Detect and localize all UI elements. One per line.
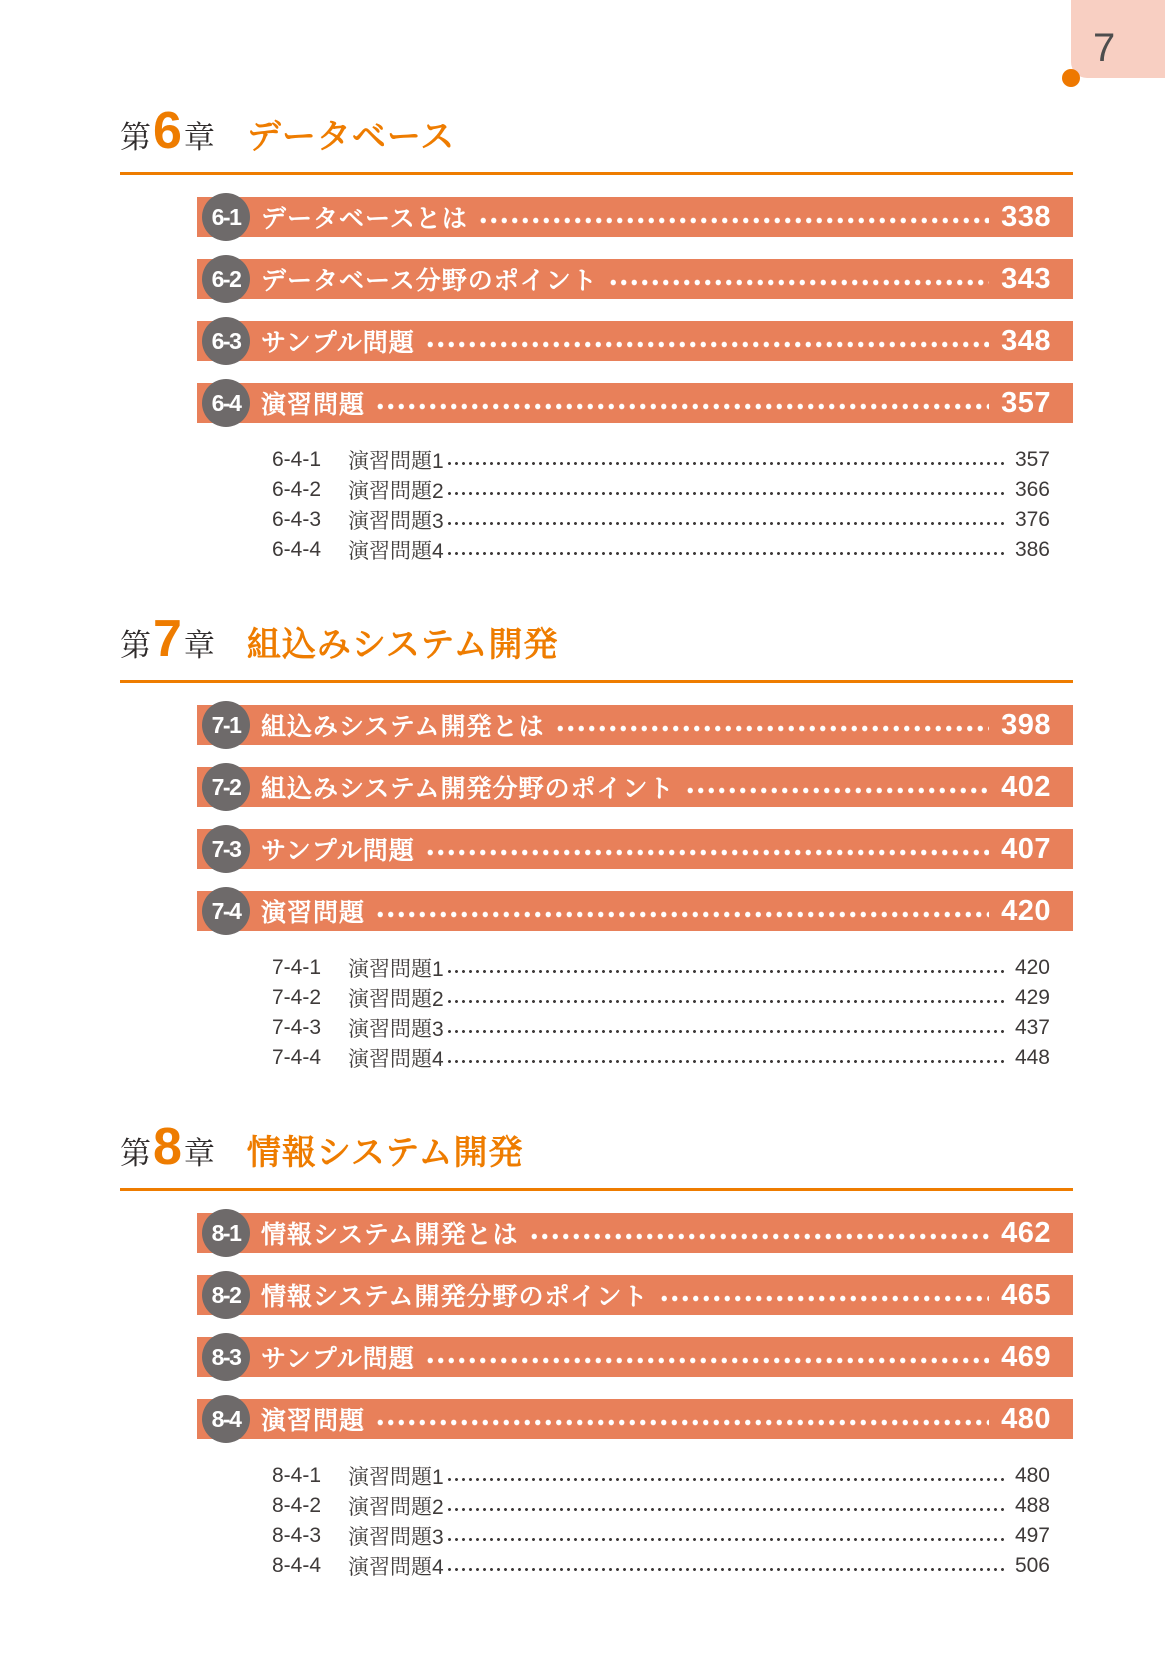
subsection-number: 6-4-4 — [272, 538, 322, 561]
subsection-page-number: 366 — [1014, 478, 1050, 501]
section-page-number: 407 — [1001, 832, 1051, 865]
toc-subsection-entry — [272, 1013, 1050, 1043]
toc-section-entry — [197, 891, 1073, 931]
subsection-number: 8-4-4 — [272, 1554, 322, 1577]
subsection-page-number: 497 — [1014, 1524, 1050, 1547]
section-number-badge: 7-4 — [202, 887, 250, 935]
dotted-leader — [425, 829, 989, 869]
dotted-leader — [446, 953, 1008, 983]
subsection-number: 7-4-1 — [272, 956, 322, 979]
subsection-title: 演習問題1 — [348, 958, 444, 981]
toc-section-entry — [197, 1399, 1073, 1439]
toc-section-entry — [197, 705, 1073, 745]
chapter-title: データベース — [246, 118, 456, 156]
section-title: サンプル問題 — [261, 837, 415, 865]
subsection-number: 8-4-2 — [272, 1494, 322, 1517]
section-number-badge: 7-1 — [202, 701, 250, 749]
toc-section-entry — [197, 383, 1073, 423]
chapter-sections — [197, 1213, 1073, 1439]
section-number-badge: 6-3 — [202, 317, 250, 365]
subsection-page-number: 429 — [1014, 986, 1050, 1009]
toc-subsection-entry — [272, 1551, 1050, 1581]
subsection-title: 演習問題3 — [348, 510, 444, 533]
section-number-badge: 8-4 — [202, 1395, 250, 1443]
toc-subsection-entry — [272, 953, 1050, 983]
section-page-number: 338 — [1001, 200, 1051, 233]
subsection-page-number: 420 — [1014, 956, 1050, 979]
chapter-prefix: 第 — [120, 628, 151, 663]
section-page-number: 469 — [1001, 1340, 1051, 1373]
dotted-leader — [685, 767, 990, 807]
dotted-leader — [446, 1013, 1008, 1043]
dotted-leader — [446, 535, 1008, 565]
subsection-number: 6-4-1 — [272, 448, 322, 471]
toc-subsection-entry — [272, 1461, 1050, 1491]
section-page-number: 420 — [1001, 894, 1051, 927]
subsection-page-number: 506 — [1014, 1554, 1050, 1577]
subsection-number: 8-4-1 — [272, 1464, 322, 1487]
chapter-number: 7 — [153, 610, 182, 668]
chapter-number: 8 — [153, 1118, 182, 1176]
subsection-page-number: 386 — [1014, 538, 1050, 561]
toc-subsection-entry — [272, 983, 1050, 1013]
subsection-number: 6-4-3 — [272, 508, 322, 531]
corner-dot-icon — [1062, 69, 1080, 87]
section-page-number: 343 — [1001, 262, 1051, 295]
chapter-title: 情報システム開発 — [246, 1134, 524, 1172]
chapter-prefix: 第 — [120, 1136, 151, 1171]
dotted-leader — [425, 1337, 989, 1377]
subsection-page-number: 488 — [1014, 1494, 1050, 1517]
page-corner-block — [1071, 0, 1165, 78]
subsection-title: 演習問題4 — [348, 540, 444, 563]
subsection-title: 演習問題1 — [348, 1466, 444, 1489]
chapter-subsections — [272, 953, 1050, 1073]
section-number-badge: 8-3 — [202, 1333, 250, 1381]
dotted-leader — [659, 1275, 990, 1315]
section-title: サンプル問題 — [261, 329, 415, 357]
subsection-title: 演習問題3 — [348, 1018, 444, 1041]
subsection-title: 演習問題4 — [348, 1556, 444, 1579]
chapter-suffix: 章 — [183, 1136, 215, 1171]
dotted-leader — [446, 1491, 1008, 1521]
section-title: 演習問題 — [261, 1407, 366, 1435]
section-title: データベースとは — [261, 205, 468, 233]
subsection-page-number: 480 — [1014, 1464, 1050, 1487]
subsection-page-number: 437 — [1014, 1016, 1050, 1039]
chapter-subsections — [272, 1461, 1050, 1581]
toc-subsection-entry — [272, 535, 1050, 565]
dotted-leader — [375, 383, 989, 423]
section-title: 演習問題 — [261, 391, 366, 419]
section-title: 演習問題 — [261, 899, 366, 927]
section-title: 情報システム開発とは — [261, 1221, 519, 1249]
subsection-number: 6-4-2 — [272, 478, 322, 501]
toc-subsection-entry — [272, 1043, 1050, 1073]
dotted-leader — [375, 891, 989, 931]
chapter-block — [120, 610, 1073, 1073]
section-page-number: 402 — [1001, 770, 1051, 803]
subsection-page-number: 448 — [1014, 1046, 1050, 1069]
dotted-leader — [446, 1461, 1008, 1491]
chapter-sections — [197, 197, 1073, 423]
dotted-leader — [608, 259, 989, 299]
chapter-heading — [120, 610, 1073, 683]
section-title: 情報システム開発分野のポイント — [261, 1283, 649, 1311]
toc-section-entry — [197, 767, 1073, 807]
toc-subsection-entry — [272, 445, 1050, 475]
subsection-title: 演習問題4 — [348, 1048, 444, 1071]
toc-subsection-entry — [272, 1491, 1050, 1521]
section-page-number: 398 — [1001, 708, 1051, 741]
dotted-leader — [446, 983, 1008, 1013]
section-page-number: 357 — [1001, 386, 1051, 419]
toc-subsection-entry — [272, 505, 1050, 535]
toc-section-entry — [197, 321, 1073, 361]
subsection-number: 8-4-3 — [272, 1524, 322, 1547]
section-title: 組込みシステム開発分野のポイント — [261, 775, 675, 803]
section-page-number: 462 — [1001, 1216, 1051, 1249]
toc-subsection-entry — [272, 475, 1050, 505]
toc-subsection-entry — [272, 1521, 1050, 1551]
chapter-number: 6 — [153, 102, 182, 160]
section-number-badge: 7-3 — [202, 825, 250, 873]
dotted-leader — [425, 321, 989, 361]
toc-section-entry — [197, 197, 1073, 237]
dotted-leader — [529, 1213, 990, 1253]
page-number: 7 — [1093, 26, 1116, 70]
dotted-leader — [446, 505, 1008, 535]
section-number-badge: 8-1 — [202, 1209, 250, 1257]
subsection-number: 7-4-2 — [272, 986, 322, 1009]
subsection-title: 演習問題2 — [348, 988, 444, 1011]
dotted-leader — [375, 1399, 989, 1439]
chapter-block — [120, 1118, 1073, 1581]
subsection-page-number: 376 — [1014, 508, 1050, 531]
subsection-title: 演習問題2 — [348, 480, 444, 503]
chapter-heading — [120, 1118, 1073, 1191]
section-number-badge: 6-2 — [202, 255, 250, 303]
toc-section-entry — [197, 1337, 1073, 1377]
dotted-leader — [446, 475, 1008, 505]
subsection-title: 演習問題3 — [348, 1526, 444, 1549]
toc-section-entry — [197, 1213, 1073, 1253]
dotted-leader — [446, 1551, 1008, 1581]
section-number-badge: 6-1 — [202, 193, 250, 241]
section-number-badge: 7-2 — [202, 763, 250, 811]
section-number-badge: 8-2 — [202, 1271, 250, 1319]
dotted-leader — [478, 197, 989, 237]
dotted-leader — [446, 1521, 1008, 1551]
chapter-suffix: 章 — [183, 120, 215, 155]
dotted-leader — [446, 445, 1008, 475]
section-number-badge: 6-4 — [202, 379, 250, 427]
chapter-sections — [197, 705, 1073, 931]
chapter-block — [120, 102, 1073, 565]
chapter-prefix: 第 — [120, 120, 151, 155]
subsection-number: 7-4-4 — [272, 1046, 322, 1069]
section-title: サンプル問題 — [261, 1345, 415, 1373]
dotted-leader — [446, 1043, 1008, 1073]
section-title: 組込みシステム開発とは — [261, 713, 545, 741]
section-page-number: 348 — [1001, 324, 1051, 357]
dotted-leader — [555, 705, 990, 745]
subsection-number: 7-4-3 — [272, 1016, 322, 1039]
toc-section-entry — [197, 829, 1073, 869]
section-page-number: 465 — [1001, 1278, 1051, 1311]
subsection-page-number: 357 — [1014, 448, 1050, 471]
toc-section-entry — [197, 1275, 1073, 1315]
chapter-title: 組込みシステム開発 — [246, 626, 559, 664]
chapter-heading — [120, 102, 1073, 175]
section-title: データベース分野のポイント — [261, 267, 598, 295]
chapter-suffix: 章 — [183, 628, 215, 663]
chapter-subsections — [272, 445, 1050, 565]
toc-section-entry — [197, 259, 1073, 299]
subsection-title: 演習問題2 — [348, 1496, 444, 1519]
section-page-number: 480 — [1001, 1402, 1051, 1435]
subsection-title: 演習問題1 — [348, 450, 444, 473]
